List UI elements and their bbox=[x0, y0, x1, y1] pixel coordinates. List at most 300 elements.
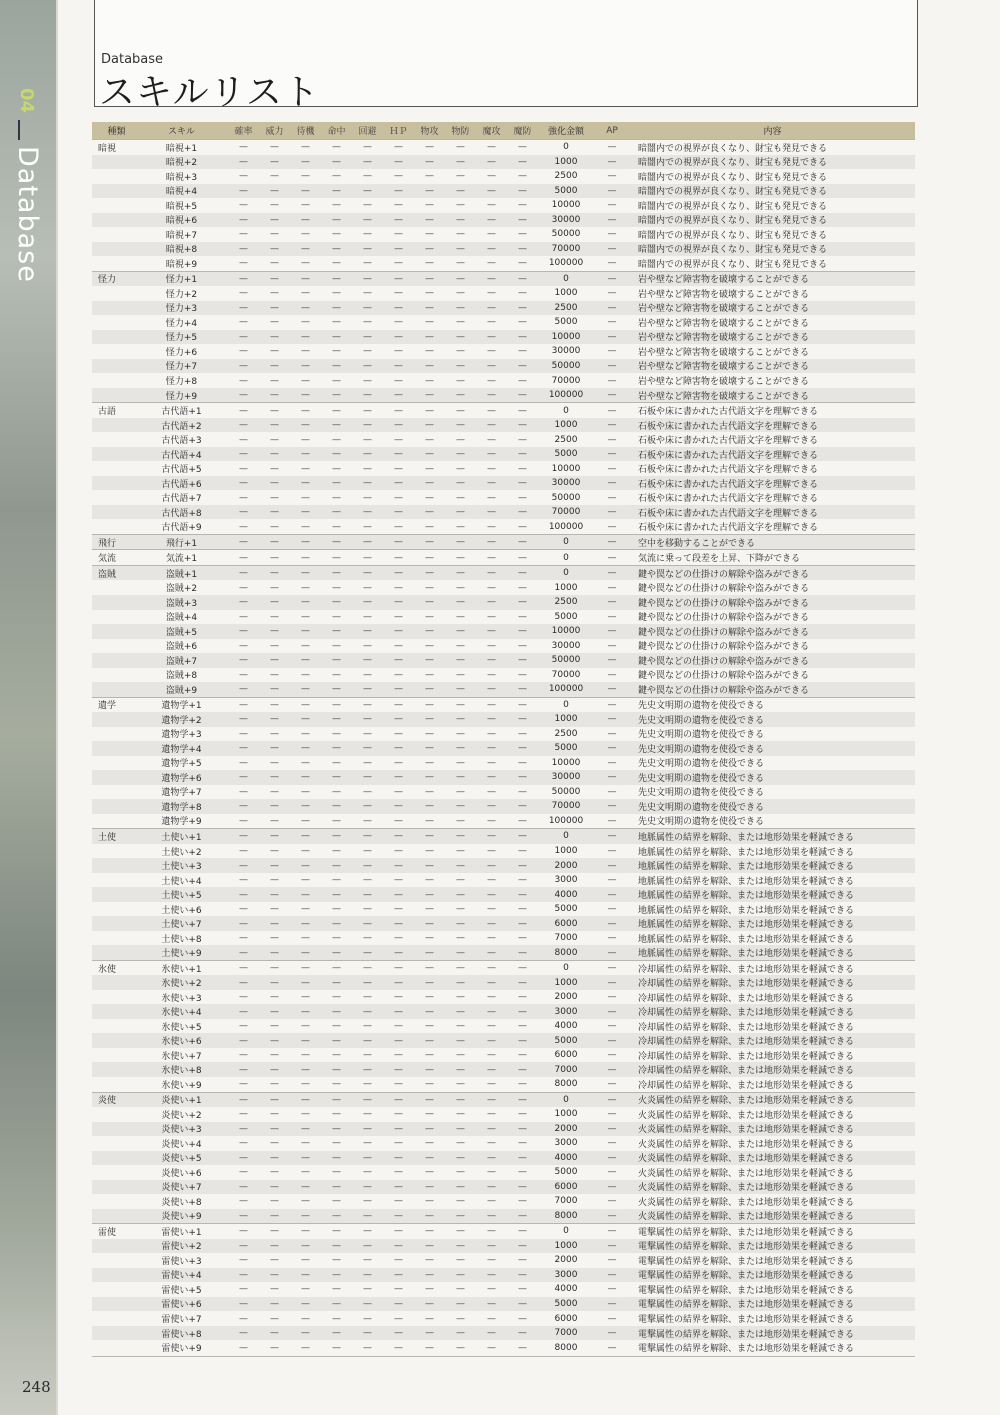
skill-name: 暗視+5 bbox=[165, 201, 198, 212]
stat-cell: — bbox=[518, 1006, 527, 1017]
upgrade-cost: 10000 bbox=[551, 757, 581, 768]
upgrade-cost: 6000 bbox=[554, 1181, 578, 1192]
skill-type: 氷使 bbox=[98, 964, 117, 975]
stat-cell: — bbox=[239, 831, 248, 842]
stat-cell: — bbox=[239, 1328, 248, 1339]
stat-cell: — bbox=[301, 288, 310, 299]
skill-description: 鍵や罠などの仕掛けの解除や盗みができる bbox=[638, 584, 810, 595]
ap-cell: — bbox=[607, 360, 617, 371]
skill-description: 地脈属性の結界を解除、または地形効果を軽減できる bbox=[638, 862, 855, 873]
stat-cell: — bbox=[301, 478, 310, 489]
stat-cell: — bbox=[394, 1152, 403, 1163]
stat-cell: — bbox=[332, 258, 341, 269]
stat-cell: — bbox=[363, 521, 372, 532]
stat-cell: — bbox=[332, 243, 341, 254]
stat-cell: — bbox=[518, 801, 527, 812]
stat-cell: — bbox=[487, 669, 496, 680]
ap-cell: — bbox=[607, 390, 617, 401]
stat-cell: — bbox=[487, 1109, 496, 1120]
stat-cell: — bbox=[487, 1240, 496, 1251]
stat-cell: — bbox=[332, 302, 341, 313]
upgrade-cost: 7000 bbox=[554, 1064, 578, 1075]
stat-cell: — bbox=[425, 331, 434, 342]
stat-cell: — bbox=[270, 947, 279, 958]
stat-cell: — bbox=[425, 229, 434, 240]
stat-cell: — bbox=[425, 1181, 434, 1192]
stat-cell: — bbox=[332, 1138, 341, 1149]
stat-cell: — bbox=[456, 640, 465, 651]
stat-cell: — bbox=[270, 375, 279, 386]
stat-cell: — bbox=[487, 478, 496, 489]
skill-name: 雷使い+2 bbox=[161, 1242, 202, 1253]
stat-cell: — bbox=[394, 1079, 403, 1090]
stat-cell: — bbox=[456, 1079, 465, 1090]
skill-description: 電撃属性の結界を解除、または地形効果を軽減できる bbox=[638, 1227, 855, 1238]
table-row bbox=[92, 461, 915, 476]
stat-cell: — bbox=[456, 302, 465, 313]
stat-cell: — bbox=[456, 875, 465, 886]
stat-cell: — bbox=[301, 801, 310, 812]
page-number: 248 bbox=[22, 1378, 51, 1396]
skill-name: 土使い+7 bbox=[161, 920, 202, 931]
table-row bbox=[92, 169, 915, 184]
skill-description: 電撃属性の結界を解除、または地形効果を軽減できる bbox=[638, 1285, 855, 1296]
skill-name: 古代語+5 bbox=[161, 465, 202, 476]
stat-cell: — bbox=[363, 552, 372, 563]
stat-cell: — bbox=[301, 611, 310, 622]
stat-cell: — bbox=[363, 1342, 372, 1353]
stat-cell: — bbox=[394, 405, 403, 416]
skill-name: 気流+1 bbox=[165, 554, 198, 565]
stat-cell: — bbox=[270, 1050, 279, 1061]
stat-cell: — bbox=[425, 317, 434, 328]
stat-cell: — bbox=[518, 1210, 527, 1221]
stat-cell: — bbox=[332, 1328, 341, 1339]
skill-name: 暗視+1 bbox=[165, 143, 198, 154]
stat-cell: — bbox=[487, 582, 496, 593]
stat-cell: — bbox=[301, 156, 310, 167]
table-row bbox=[92, 155, 915, 170]
stat-cell: — bbox=[239, 889, 248, 900]
stat-cell: — bbox=[425, 831, 434, 842]
stat-cell: — bbox=[487, 390, 496, 401]
stat-cell: — bbox=[394, 229, 403, 240]
stat-cell: — bbox=[332, 757, 341, 768]
skill-description: 地脈属性の結界を解除、または地形効果を軽減できる bbox=[638, 847, 855, 858]
stat-cell: — bbox=[301, 889, 310, 900]
ap-cell: — bbox=[607, 1298, 617, 1309]
stat-cell: — bbox=[301, 1269, 310, 1280]
stat-cell: — bbox=[394, 1298, 403, 1309]
skill-name: 炎使い+5 bbox=[161, 1154, 202, 1165]
table-row bbox=[92, 1136, 915, 1151]
stat-cell: — bbox=[487, 786, 496, 797]
skill-name: 怪力+2 bbox=[165, 289, 198, 300]
stat-cell: — bbox=[394, 1167, 403, 1178]
skill-description: 先史文明期の遺物を使役できる bbox=[638, 744, 765, 755]
stat-cell: — bbox=[487, 258, 496, 269]
stat-cell: — bbox=[456, 243, 465, 254]
stat-cell: — bbox=[456, 331, 465, 342]
stat-cell: — bbox=[363, 171, 372, 182]
stat-cell: — bbox=[487, 1035, 496, 1046]
stat-cell: — bbox=[425, 786, 434, 797]
stat-cell: — bbox=[456, 1196, 465, 1207]
stat-cell: — bbox=[301, 626, 310, 637]
upgrade-cost: 70000 bbox=[551, 801, 581, 812]
skill-name: 盗賊+1 bbox=[165, 569, 198, 580]
stat-cell: — bbox=[301, 1064, 310, 1075]
stat-cell: — bbox=[363, 801, 372, 812]
stat-cell: — bbox=[332, 1079, 341, 1090]
stat-cell: — bbox=[270, 1109, 279, 1120]
stat-cell: — bbox=[487, 1269, 496, 1280]
stat-cell: — bbox=[239, 977, 248, 988]
table-row bbox=[92, 799, 915, 814]
skill-description: 火炎属性の結界を解除、または地形効果を軽減できる bbox=[638, 1139, 855, 1150]
stat-cell: — bbox=[301, 1240, 310, 1251]
stat-cell: — bbox=[239, 1152, 248, 1163]
stat-cell: — bbox=[425, 933, 434, 944]
stat-cell: — bbox=[270, 728, 279, 739]
skill-type: 怪力 bbox=[98, 275, 117, 286]
upgrade-cost: 0 bbox=[563, 699, 569, 710]
upgrade-cost: 5000 bbox=[554, 611, 578, 622]
stat-cell: — bbox=[239, 521, 248, 532]
stat-cell: — bbox=[456, 977, 465, 988]
upgrade-cost: 1000 bbox=[554, 846, 578, 856]
ap-cell: — bbox=[607, 273, 617, 284]
stat-cell: — bbox=[363, 963, 372, 974]
skill-description: 電撃属性の結界を解除、または地形効果を軽減できる bbox=[638, 1329, 855, 1340]
upgrade-cost: 10000 bbox=[551, 626, 581, 637]
stat-cell: — bbox=[332, 331, 341, 342]
stat-cell: — bbox=[332, 889, 341, 900]
stat-cell: — bbox=[487, 815, 496, 826]
stat-cell: — bbox=[270, 1269, 279, 1280]
stat-cell: — bbox=[394, 640, 403, 651]
stat-cell: — bbox=[301, 507, 310, 518]
stat-cell: — bbox=[425, 214, 434, 225]
stat-cell: — bbox=[518, 772, 527, 783]
stat-cell: — bbox=[394, 846, 403, 856]
stat-cell: — bbox=[456, 947, 465, 958]
ap-cell: — bbox=[607, 214, 617, 225]
skill-description: 鍵や罠などの仕掛けの解除や盗みができる bbox=[638, 656, 810, 667]
upgrade-cost: 30000 bbox=[551, 478, 581, 489]
skill-description: 電撃属性の結界を解除、または地形効果を軽減できる bbox=[638, 1300, 855, 1311]
stat-cell: — bbox=[456, 1210, 465, 1221]
upgrade-cost: 4000 bbox=[554, 1021, 578, 1032]
stat-cell: — bbox=[518, 582, 527, 593]
upgrade-cost: 4000 bbox=[554, 889, 578, 900]
table-row bbox=[92, 756, 915, 771]
stat-cell: — bbox=[394, 346, 403, 357]
ap-cell: — bbox=[607, 1313, 617, 1324]
ap-cell: — bbox=[607, 597, 617, 608]
stat-cell: — bbox=[456, 1328, 465, 1339]
stat-cell: — bbox=[239, 1269, 248, 1280]
upgrade-cost: 2500 bbox=[554, 171, 578, 182]
skill-name: 怪力+7 bbox=[165, 362, 198, 373]
skill-name: 盗賊+5 bbox=[165, 627, 198, 638]
stat-cell: — bbox=[487, 626, 496, 637]
stat-cell: — bbox=[363, 831, 372, 842]
stat-cell: — bbox=[301, 1298, 310, 1309]
stat-cell: — bbox=[363, 405, 372, 416]
stat-cell: — bbox=[363, 156, 372, 167]
upgrade-cost: 50000 bbox=[551, 360, 581, 371]
table-row bbox=[92, 1122, 915, 1137]
skill-description: 火炎属性の結界を解除、または地形効果を軽減できる bbox=[638, 1168, 855, 1179]
stat-cell: — bbox=[425, 405, 434, 416]
stat-cell: — bbox=[363, 904, 372, 915]
stat-cell: — bbox=[456, 258, 465, 269]
stat-cell: — bbox=[332, 977, 341, 988]
stat-cell: — bbox=[363, 449, 372, 460]
stat-cell: — bbox=[456, 449, 465, 460]
stat-cell: — bbox=[363, 875, 372, 886]
stat-cell: — bbox=[301, 1313, 310, 1324]
stat-cell: — bbox=[518, 947, 527, 958]
stat-cell: — bbox=[332, 478, 341, 489]
table-row bbox=[92, 595, 915, 610]
stat-cell: — bbox=[487, 1050, 496, 1061]
stat-cell: — bbox=[425, 1210, 434, 1221]
ap-cell: — bbox=[607, 860, 617, 871]
stat-cell: — bbox=[301, 1152, 310, 1163]
skill-description: 先史文明期の遺物を使役できる bbox=[638, 788, 765, 799]
skill-description: 鍵や罠などの仕掛けの解除や盗みができる bbox=[638, 685, 810, 696]
stat-cell: — bbox=[456, 933, 465, 944]
upgrade-cost: 10000 bbox=[551, 463, 581, 474]
stat-cell: — bbox=[301, 1342, 310, 1353]
stat-cell: — bbox=[394, 757, 403, 768]
stat-cell: — bbox=[239, 288, 248, 299]
stat-cell: — bbox=[425, 288, 434, 299]
stat-cell: — bbox=[456, 831, 465, 842]
skill-description: 冷却属性の結界を解除、または地形効果を軽減できる bbox=[638, 1022, 855, 1033]
stat-cell: — bbox=[239, 669, 248, 680]
stat-cell: — bbox=[363, 1269, 372, 1280]
stat-cell: — bbox=[425, 728, 434, 739]
stat-cell: — bbox=[332, 699, 341, 710]
stat-cell: — bbox=[363, 1210, 372, 1221]
stat-cell: — bbox=[456, 655, 465, 666]
skill-name: 雷使い+7 bbox=[161, 1315, 202, 1325]
stat-cell: — bbox=[456, 1138, 465, 1149]
skill-name: 炎使い+1 bbox=[161, 1096, 202, 1107]
stat-cell: — bbox=[239, 1138, 248, 1149]
stat-cell: — bbox=[301, 655, 310, 666]
table-row bbox=[92, 213, 915, 228]
upgrade-cost: 5000 bbox=[554, 1167, 578, 1178]
stat-cell: — bbox=[239, 728, 248, 739]
stat-cell: — bbox=[456, 142, 465, 153]
ap-cell: — bbox=[607, 831, 617, 842]
stat-cell: — bbox=[487, 1152, 496, 1163]
column-header: 威力 bbox=[265, 127, 284, 137]
stat-cell: — bbox=[456, 1298, 465, 1309]
ap-cell: — bbox=[607, 1094, 617, 1105]
stat-cell: — bbox=[518, 1196, 527, 1207]
stat-cell: — bbox=[456, 171, 465, 182]
stat-cell: — bbox=[518, 1064, 527, 1075]
upgrade-cost: 6000 bbox=[554, 918, 578, 929]
stat-cell: — bbox=[270, 918, 279, 929]
stat-cell: — bbox=[363, 478, 372, 489]
stat-cell: — bbox=[363, 346, 372, 357]
stat-cell: — bbox=[239, 1094, 248, 1105]
column-header: AP bbox=[606, 125, 618, 136]
stat-cell: — bbox=[456, 786, 465, 797]
stat-cell: — bbox=[394, 390, 403, 401]
stat-cell: — bbox=[363, 1240, 372, 1251]
stat-cell: — bbox=[239, 1181, 248, 1192]
upgrade-cost: 30000 bbox=[551, 214, 581, 225]
stat-cell: — bbox=[332, 1342, 341, 1353]
stat-cell: — bbox=[425, 743, 434, 754]
chapter-number: 04 bbox=[16, 88, 37, 114]
table-row bbox=[92, 916, 915, 931]
upgrade-cost: 0 bbox=[563, 1094, 569, 1105]
ap-cell: — bbox=[607, 743, 617, 754]
stat-cell: — bbox=[487, 977, 496, 988]
stat-cell: — bbox=[363, 1284, 372, 1295]
ap-cell: — bbox=[607, 142, 617, 153]
stat-cell: — bbox=[363, 655, 372, 666]
ap-cell: — bbox=[607, 420, 617, 431]
stat-cell: — bbox=[332, 1255, 341, 1266]
skill-name: 遺物学+8 bbox=[161, 802, 202, 813]
stat-cell: — bbox=[487, 449, 496, 460]
skill-description: 岩や壁など障害物を破壊することができる bbox=[638, 362, 810, 373]
stat-cell: — bbox=[425, 684, 434, 695]
stat-cell: — bbox=[363, 1006, 372, 1017]
ap-cell: — bbox=[607, 1328, 617, 1339]
stat-cell: — bbox=[363, 375, 372, 386]
stat-cell: — bbox=[301, 1255, 310, 1266]
stat-cell: — bbox=[456, 375, 465, 386]
skill-name: 炎使い+8 bbox=[161, 1197, 202, 1208]
upgrade-cost: 2000 bbox=[554, 1255, 578, 1266]
skill-description: 地脈属性の結界を解除、または地形効果を軽減できる bbox=[638, 920, 855, 931]
stat-cell: — bbox=[332, 611, 341, 622]
stat-cell: — bbox=[363, 317, 372, 328]
ap-cell: — bbox=[607, 714, 617, 725]
stat-cell: — bbox=[239, 846, 248, 856]
stat-cell: — bbox=[270, 640, 279, 651]
stat-cell: — bbox=[518, 977, 527, 988]
stat-cell: — bbox=[394, 507, 403, 518]
stat-cell: — bbox=[301, 1021, 310, 1032]
stat-cell: — bbox=[332, 743, 341, 754]
stat-cell: — bbox=[487, 273, 496, 284]
stat-cell: — bbox=[270, 815, 279, 826]
stat-cell: — bbox=[425, 568, 434, 579]
stat-cell: — bbox=[239, 552, 248, 563]
stat-cell: — bbox=[394, 420, 403, 431]
stat-cell: — bbox=[518, 1109, 527, 1120]
stat-cell: — bbox=[363, 1109, 372, 1120]
stat-cell: — bbox=[239, 1035, 248, 1046]
stat-cell: — bbox=[363, 331, 372, 342]
stat-cell: — bbox=[363, 846, 372, 856]
stat-cell: — bbox=[363, 669, 372, 680]
stat-cell: — bbox=[487, 214, 496, 225]
table-row bbox=[92, 1180, 915, 1195]
stat-cell: — bbox=[456, 273, 465, 284]
stat-cell: — bbox=[270, 904, 279, 915]
table-row bbox=[92, 1092, 915, 1108]
table-row bbox=[92, 990, 915, 1005]
skill-description: 石板や床に書かれた古代語文字を理解できる bbox=[638, 479, 819, 490]
stat-cell: — bbox=[270, 405, 279, 416]
skill-name: 氷使い+4 bbox=[161, 1008, 202, 1019]
stat-cell: — bbox=[487, 640, 496, 651]
stat-cell: — bbox=[394, 1328, 403, 1339]
stat-cell: — bbox=[239, 142, 248, 153]
skill-name: 炎使い+4 bbox=[161, 1139, 202, 1150]
stat-cell: — bbox=[363, 699, 372, 710]
chapter-dash bbox=[18, 120, 20, 140]
stat-cell: — bbox=[394, 963, 403, 974]
table-row bbox=[92, 697, 915, 713]
skill-description: 先史文明期の遺物を使役できる bbox=[638, 701, 765, 712]
stat-cell: — bbox=[518, 1313, 527, 1324]
stat-cell: — bbox=[487, 1298, 496, 1309]
stat-cell: — bbox=[518, 1226, 527, 1237]
ap-cell: — bbox=[607, 757, 617, 768]
upgrade-cost: 70000 bbox=[551, 375, 581, 386]
stat-cell: — bbox=[394, 537, 403, 548]
upgrade-cost: 3000 bbox=[554, 875, 578, 886]
stat-cell: — bbox=[487, 507, 496, 518]
stat-cell: — bbox=[239, 904, 248, 915]
table-row bbox=[92, 344, 915, 359]
skill-name: 土使い+6 bbox=[161, 905, 202, 916]
ap-cell: — bbox=[607, 1006, 617, 1017]
skill-name: 古代語+9 bbox=[161, 523, 202, 534]
skill-description: 暗闇内での視界が良くなり、財宝も発見できる bbox=[638, 158, 828, 169]
stat-cell: — bbox=[518, 1152, 527, 1163]
stat-cell: — bbox=[239, 360, 248, 371]
ap-cell: — bbox=[607, 405, 617, 416]
stat-cell: — bbox=[363, 1094, 372, 1105]
stat-cell: — bbox=[394, 977, 403, 988]
stat-cell: — bbox=[301, 420, 310, 431]
upgrade-cost: 10000 bbox=[551, 200, 581, 211]
stat-cell: — bbox=[394, 801, 403, 812]
stat-cell: — bbox=[456, 699, 465, 710]
stat-cell: — bbox=[456, 537, 465, 548]
stat-cell: — bbox=[332, 390, 341, 401]
stat-cell: — bbox=[487, 185, 496, 196]
skill-type: 雷使 bbox=[98, 1227, 117, 1238]
upgrade-cost: 0 bbox=[563, 963, 569, 974]
stat-cell: — bbox=[425, 801, 434, 812]
upgrade-cost: 5000 bbox=[554, 449, 578, 460]
column-header: 強化金額 bbox=[547, 127, 584, 137]
skill-description: 暗闇内での視界が良くなり、財宝も発見できる bbox=[638, 259, 828, 270]
stat-cell: — bbox=[518, 669, 527, 680]
column-header: 種類 bbox=[107, 127, 126, 137]
stat-cell: — bbox=[394, 1123, 403, 1134]
ap-cell: — bbox=[607, 933, 617, 944]
stat-cell: — bbox=[425, 846, 434, 856]
ap-cell: — bbox=[607, 1050, 617, 1061]
upgrade-cost: 100000 bbox=[548, 684, 584, 695]
